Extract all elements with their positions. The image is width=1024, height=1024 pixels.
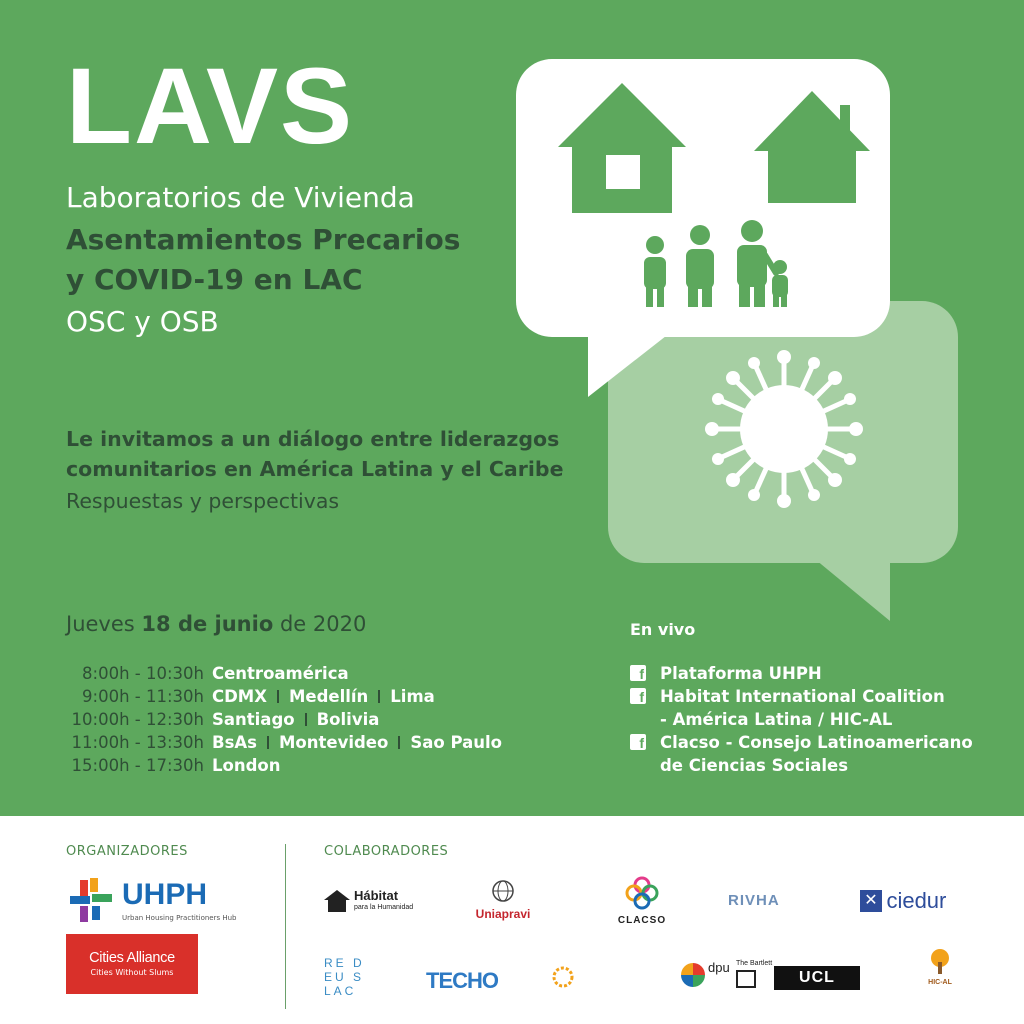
hic-al-wordmark: HIC-AL <box>928 979 952 986</box>
uhph-logo <box>66 874 237 928</box>
page-title: LAVS <box>66 45 355 166</box>
schedule-place: Lima <box>390 687 435 706</box>
schedule-places <box>212 685 435 708</box>
ciedur-logo <box>860 888 946 914</box>
live-link-hic[interactable] <box>630 685 973 731</box>
invite-line-3: Respuestas y perspectivas <box>66 489 340 513</box>
clacso-knot-icon <box>625 876 659 910</box>
uhph-wordmark: UHPH <box>122 878 208 911</box>
date-weekday: Jueves <box>66 612 135 636</box>
cities-alliance-subtitle: Cities Without Slums <box>90 968 174 977</box>
schedule-place: Santiago <box>212 710 295 729</box>
facebook-icon: f <box>630 665 646 681</box>
schedule-place: BsAs <box>212 733 257 752</box>
date-day: 18 de junio <box>141 612 274 636</box>
bartlett-wordmark: The Bartlett <box>736 960 773 967</box>
live-link-uhph[interactable] <box>630 662 973 685</box>
cities-alliance-wordmark: Cities Alliance <box>89 950 175 966</box>
schedule-row <box>66 754 502 777</box>
schedule-places <box>212 754 281 777</box>
live-link-clacso[interactable] <box>630 731 973 777</box>
habitat-subtitle: para la Humanidad <box>354 904 414 911</box>
ciedur-wordmark: ciedur <box>886 888 947 913</box>
live-link-label: de Ciencias Sociales <box>660 756 849 775</box>
habitat-wordmark: Hábitat <box>354 888 399 903</box>
live-heading: En vivo <box>630 620 696 639</box>
schedule-time: 15:00h - 17:30h <box>71 756 204 775</box>
schedule-time: 8:00h - 10:30h <box>82 664 204 683</box>
separator <box>305 713 307 726</box>
separator <box>267 736 269 749</box>
live-link-label: - América Latina / HIC-AL <box>660 710 893 729</box>
schedule-place: Centroamérica <box>212 664 349 683</box>
uniapravi-wordmark: Uniapravi <box>475 907 531 921</box>
separator <box>378 690 380 703</box>
ucl-wordmark: UCL <box>774 966 860 990</box>
virus-icon <box>705 350 863 508</box>
date-de: de <box>279 612 307 636</box>
subtitle-line-4: OSC y OSB <box>66 305 219 338</box>
rivha-logo: RIVHA <box>728 892 780 909</box>
footer-divider <box>285 844 286 1009</box>
globe-icon <box>489 880 517 902</box>
techo-logo: TECHO <box>426 968 498 993</box>
facebook-icon: f <box>630 688 646 704</box>
schedule-row <box>66 662 502 685</box>
schedule-place: London <box>212 756 281 775</box>
redeus-line-2: EU S <box>324 970 365 984</box>
schedule <box>66 662 502 777</box>
hero-illustration <box>510 55 960 625</box>
ciedur-mark-icon: ✕ <box>860 890 882 912</box>
schedule-places <box>212 731 502 754</box>
schedule-time: 9:00h - 11:30h <box>82 687 204 706</box>
schedule-time: 11:00h - 13:30h <box>71 733 204 752</box>
schedule-place: Sao Paulo <box>410 733 502 752</box>
redeus-line-3: LAC <box>324 984 357 998</box>
schedule-place: Medellín <box>288 687 369 706</box>
event-date <box>66 612 366 636</box>
dpu-wordmark: dpu <box>708 960 730 975</box>
uhph-mark-icon <box>66 876 118 926</box>
schedule-places <box>212 662 349 685</box>
subtitle-line-2: Asentamientos Precarios <box>66 223 461 256</box>
redeus-line-1: RE D <box>324 956 365 970</box>
schedule-place: CDMX <box>212 687 267 706</box>
clacso-logo <box>612 876 672 926</box>
redeus-logo <box>324 956 365 998</box>
hic-al-logo <box>920 948 960 986</box>
hic-al-tree-icon <box>927 948 953 974</box>
collaborators-label: COLABORADORES <box>324 844 449 859</box>
uniapravi-logo <box>470 880 536 921</box>
uhph-subtitle: Urban Housing Practitioners Hub <box>122 914 237 922</box>
schedule-places <box>212 708 379 731</box>
schedule-row <box>66 708 502 731</box>
subtitle-line-1: Laboratorios de Vivienda <box>66 181 415 214</box>
schedule-time: 10:00h - 12:30h <box>71 710 204 729</box>
schedule-place: Bolivia <box>316 710 380 729</box>
facebook-icon: f <box>630 734 646 750</box>
live-links <box>630 662 973 777</box>
habitat-house-icon <box>324 890 350 912</box>
organizers-label: ORGANIZADORES <box>66 844 188 859</box>
global-platform-sun-icon <box>550 964 576 990</box>
live-link-label: Clacso - Consejo Latinoamericano <box>660 733 973 752</box>
schedule-place: Montevideo <box>279 733 389 752</box>
bartlett-box <box>736 970 756 988</box>
separator <box>398 736 400 749</box>
invite-line-2: comunitarios en América Latina y el Caribe <box>66 457 564 481</box>
schedule-row <box>66 685 502 708</box>
dpu-circle-icon <box>680 962 706 988</box>
footer <box>0 816 1024 1024</box>
cities-alliance-logo <box>66 934 198 994</box>
live-link-label: Habitat International Coalition <box>660 687 945 706</box>
clacso-wordmark: CLACSO <box>617 915 667 926</box>
date-year: 2020 <box>312 612 367 636</box>
invite-line-1: Le invitamos a un diálogo entre liderazgos <box>66 427 560 451</box>
subtitle-line-3: y COVID-19 en LAC <box>66 263 363 296</box>
live-link-label: Plataforma UHPH <box>660 664 822 683</box>
schedule-row <box>66 731 502 754</box>
separator <box>277 690 279 703</box>
